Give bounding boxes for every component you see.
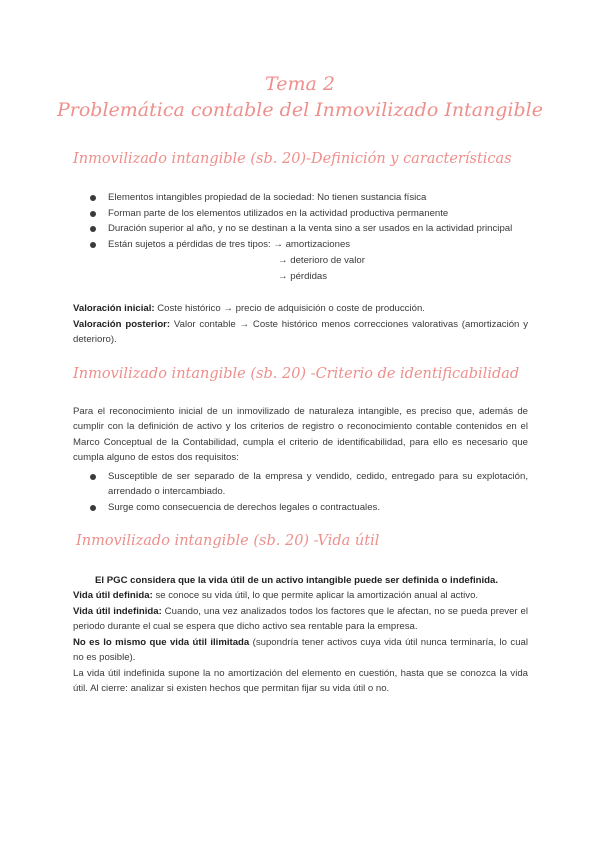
- bullet-dot: [90, 242, 96, 248]
- section3-heading: Inmovilizado intangible (sb. 20) -Vida útil: [76, 533, 380, 549]
- vida-util-ilimitada: [73, 635, 528, 666]
- section2-paragraph: Para el reconocimiento inicial de un inmovilizado de naturaleza intangible, es preciso que, además de cumplir con la definición de activo y los criterios de registro o reconocimiento contable contenidos en el Marco Conceptual de la Contabilidad, cumpla el criterio de identificabilidad, para ello es necesario que cumpla alguno de estos dos requisitos:: [73, 406, 528, 464]
- vida-util-ilimitada-text: (supondría tener activos cuya vida útil nunca terminaría, lo cual no es posible).: [73, 637, 528, 664]
- section2-heading: Inmovilizado intangible (sb. 20) -Criterio de identificabilidad: [73, 366, 520, 382]
- bullet-dot: [90, 474, 96, 480]
- vida-util-indefinida: [73, 604, 528, 635]
- section1-bullet-4: Están sujetos a pérdidas de tres tipos: → amortizaciones: [108, 239, 351, 250]
- document-title-line1: Tema 2: [265, 73, 335, 95]
- bullet-dot: [90, 505, 96, 511]
- vida-util-definida-label: Vida útil definida:: [73, 590, 153, 601]
- vida-util-definida-text: se conoce su vida útil, lo que permite aplicar la amortización anual al activo.: [152, 590, 479, 601]
- valoracion-inicial-label: Valoración inicial:: [73, 303, 155, 314]
- section3-intro-text: El PGC considera que la vida útil de un activo intangible puede ser definida o indefinida.: [95, 575, 499, 586]
- bullet-dot: [90, 195, 96, 201]
- valoracion-inicial: [73, 301, 425, 316]
- bullet-dot: [90, 211, 96, 217]
- document-title-line2: Problemática contable del Inmovilizado Intangible: [57, 99, 543, 121]
- section1-heading: Inmovilizado intangible (sb. 20)-Definición y características: [73, 151, 512, 167]
- valoracion-inicial-text: Coste histórico → precio de adquisición o coste de producción.: [154, 303, 425, 314]
- vida-util-definida: [73, 588, 478, 603]
- vida-util-indefinida-text: Cuando, una vez analizados todos los factores que le afectan, no se pueda prever el periodo durante el cual se espera que dicho activo sea rentable para la empresa.: [73, 606, 528, 633]
- loss-type-perdidas: → pérdidas: [278, 271, 328, 282]
- loss-type-deterioro: → deterioro de valor: [278, 255, 365, 266]
- section3-closing: La vida útil indefinida supone la no amortización del elemento en cuestión, hasta que se conozca la vida útil. Al cierre: analizar si existen hechos que permitan fijar su vida útil o no.: [73, 668, 528, 695]
- bullet-dot: [90, 226, 96, 232]
- section1-bullet-3: Duración superior al año, y no se destinan a la venta sino a ser usados en la actividad principal: [108, 223, 513, 234]
- valoracion-posterior: [73, 317, 528, 348]
- vida-util-indefinida-label: Vida útil indefinida:: [73, 606, 162, 617]
- valoracion-posterior-label: Valoración posterior:: [73, 319, 171, 330]
- valoracion-posterior-text: Valor contable → Coste histórico menos correcciones valorativas (amortización y deterioro).: [73, 319, 528, 346]
- section3-intro: [95, 573, 498, 588]
- section2-bullet-1: Susceptible de ser separado de la empresa y vendido, cedido, entregado para su explotación, arrendado o intercambiado.: [108, 471, 528, 498]
- section2-bullet-2: Surge como consecuencia de derechos legales o contractuales.: [108, 502, 380, 513]
- vida-util-ilimitada-label: No es lo mismo que vida útil ilimitada: [73, 637, 250, 648]
- section1-bullet-2: Forman parte de los elementos utilizados en la actividad productiva permanente: [108, 208, 449, 219]
- section1-bullet-1: Elementos intangibles propiedad de la sociedad: No tienen sustancia física: [108, 192, 427, 203]
